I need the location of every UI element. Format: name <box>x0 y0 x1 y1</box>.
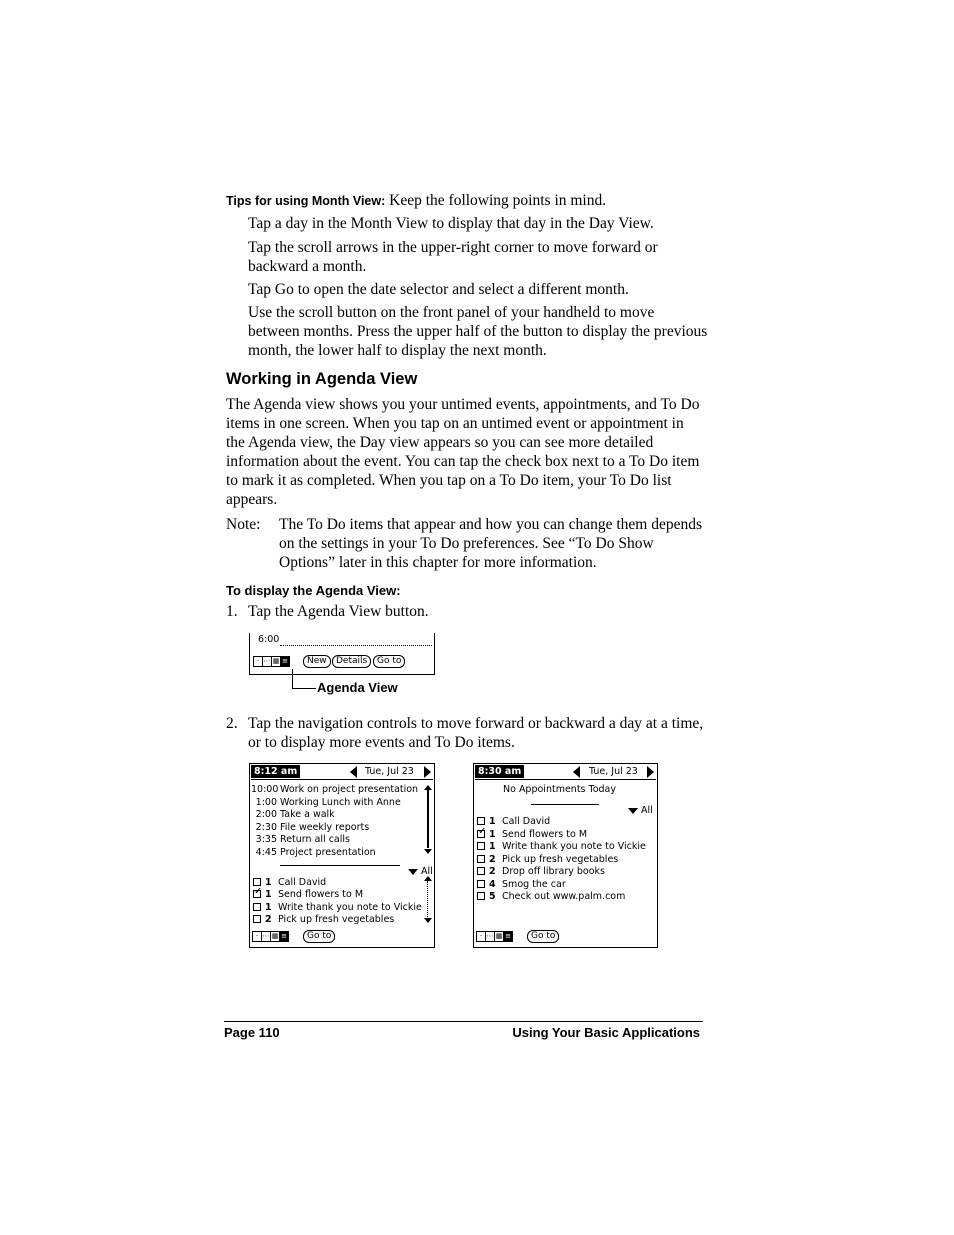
details-button[interactable]: Details <box>332 655 371 668</box>
prev-day-arrow-icon[interactable] <box>573 766 580 778</box>
no-appointments-label: No Appointments Today <box>503 784 616 795</box>
view-buttons <box>252 931 288 942</box>
callout-line-horizontal <box>292 688 316 689</box>
todo-checkbox[interactable] <box>253 903 261 911</box>
todo-row[interactable]: 1 Write thank you note to Vickie <box>477 841 646 854</box>
page-number: Page 110 <box>224 1025 280 1040</box>
todo-row[interactable]: 2 Drop off library books <box>477 866 605 879</box>
section-title: Working in Agenda View <box>226 370 418 388</box>
divider <box>280 865 400 866</box>
scrollbar[interactable] <box>427 790 429 848</box>
todo-checkbox[interactable] <box>477 817 485 825</box>
category-selector[interactable]: All <box>421 866 433 877</box>
note-label: Note: <box>226 516 261 533</box>
goto-button[interactable]: Go to <box>373 655 405 668</box>
week-view-icon[interactable]: ⋯ <box>262 932 270 940</box>
agenda-view-icon[interactable]: ≡ <box>280 656 290 667</box>
day-view-icon[interactable]: · <box>253 656 263 667</box>
next-day-arrow-icon[interactable] <box>424 766 431 778</box>
new-button[interactable]: New <box>303 655 331 668</box>
goto-button[interactable]: Go to <box>527 930 559 943</box>
time-slot-line <box>280 645 432 646</box>
month-view-icon[interactable]: ▦ <box>272 657 280 665</box>
tips-intro <box>226 191 706 211</box>
todo-row[interactable]: ✓1 Send flowers to M <box>477 829 587 842</box>
todo-row[interactable]: 2 Pick up fresh vegetables <box>477 854 618 867</box>
view-buttons <box>476 931 512 942</box>
view-buttons <box>253 656 289 667</box>
tip-item: Tap Go to open the date selector and select a different month. <box>248 281 629 298</box>
tips-intro-text: Keep the following points in mind. <box>385 192 607 209</box>
step-number: 2. <box>226 715 238 732</box>
appointment-row[interactable]: 1:00 Working Lunch with Anne <box>255 796 401 808</box>
current-time: 8:30 am <box>475 765 524 778</box>
todo-checkbox[interactable] <box>477 855 485 863</box>
todo-checkbox[interactable] <box>477 830 485 838</box>
agenda-view-icon[interactable]: ≡ <box>279 931 289 942</box>
divider <box>531 804 599 805</box>
week-view-icon[interactable]: ⋯ <box>486 932 494 940</box>
chapter-title: Using Your Basic Applications <box>512 1025 700 1040</box>
todo-checkbox[interactable] <box>253 915 261 923</box>
day-view-icon[interactable]: · <box>476 931 486 942</box>
title-underline <box>251 779 433 780</box>
section-paragraph: The Agenda view shows you your untimed events, appointments, and To Do items in one screen. When you tap on an untimed event or appointment in the Agenda view, the Day view appears so you can see more detailed information about the event. You can tap the check box next to a To Do item to mark it as completed. When you tap on a To Do item, your To Do list appears. <box>226 396 700 508</box>
time-slot-label: 6:00 <box>258 634 280 645</box>
todo-row[interactable]: 1 Call David <box>253 877 326 890</box>
todo-checkbox[interactable] <box>477 892 485 900</box>
tip-item: Tap a day in the Month View to display that day in the Day View. <box>248 215 654 232</box>
date-label[interactable]: Tue, Jul 23 <box>365 766 414 777</box>
callout-label: Agenda View <box>317 680 398 695</box>
todo-checkbox[interactable] <box>253 878 261 886</box>
tip-item: Tap the scroll arrows in the upper-right corner to move forward or backward a month. <box>248 239 658 275</box>
goto-button[interactable]: Go to <box>303 930 335 943</box>
todo-row[interactable]: 4 Smog the car <box>477 879 566 892</box>
date-label[interactable]: Tue, Jul 23 <box>589 766 638 777</box>
day-view-bottom-screen <box>249 633 435 675</box>
todo-checkbox[interactable] <box>477 867 485 875</box>
tips-heading: Tips for using Month View: <box>226 194 386 208</box>
note-text: The To Do items that appear and how you can change them depends on the settings in your To Do preferences. See “To Do Show Options” later in this chapter for more information. <box>279 516 703 571</box>
agenda-screen-a <box>249 763 435 948</box>
todo-scrollbar[interactable] <box>427 881 430 917</box>
todo-row[interactable]: 2 Pick up fresh vegetables <box>253 914 394 927</box>
step-number: 1. <box>226 603 238 620</box>
title-underline <box>475 779 656 780</box>
todo-scroll-down-icon[interactable] <box>424 918 432 923</box>
scroll-down-icon[interactable] <box>424 849 432 854</box>
todo-checkbox[interactable] <box>253 890 261 898</box>
current-time: 8:12 am <box>251 765 300 778</box>
next-day-arrow-icon[interactable] <box>647 766 654 778</box>
appointment-row[interactable]: 10:00 Work on project presentation <box>251 784 419 795</box>
procedure-heading: To display the Agenda View: <box>226 583 401 598</box>
month-view-icon[interactable]: ▦ <box>495 932 503 940</box>
appointment-row[interactable]: 2:00 Take a walk <box>255 809 335 820</box>
footer-rule <box>224 1021 703 1022</box>
step-text: Tap the navigation controls to move forward or backward a day at a time, or to display more events and To Do items. <box>248 715 704 751</box>
agenda-view-icon[interactable]: ≡ <box>503 931 513 942</box>
week-view-icon[interactable]: ⋯ <box>263 657 271 665</box>
todo-row[interactable]: 1 Write thank you note to Vickie <box>253 902 422 915</box>
todo-row[interactable]: ✓1 Send flowers to M <box>253 889 363 902</box>
month-view-icon[interactable]: ▦ <box>271 932 279 940</box>
prev-day-arrow-icon[interactable] <box>350 766 357 778</box>
day-view-icon[interactable]: · <box>252 931 262 942</box>
category-dropdown-icon[interactable] <box>408 869 418 875</box>
category-selector[interactable]: All <box>641 805 653 816</box>
appointment-row[interactable]: 2:30 File weekly reports <box>255 821 370 833</box>
appointment-row[interactable]: 4:45 Project presentation <box>255 846 376 858</box>
todo-row[interactable]: 1 Call David <box>477 816 550 829</box>
step-text: Tap the Agenda View button. <box>248 603 429 620</box>
todo-checkbox[interactable] <box>477 880 485 888</box>
callout-line-vertical <box>292 669 293 688</box>
todo-row[interactable]: 5 Check out www.palm.com <box>477 891 625 904</box>
category-dropdown-icon[interactable] <box>628 808 638 814</box>
todo-checkbox[interactable] <box>477 842 485 850</box>
appointment-row[interactable]: 3:35 Return all calls <box>255 834 350 845</box>
agenda-screen-b <box>473 763 658 948</box>
tip-item: Use the scroll button on the front panel of your handheld to move between months. Press the upper half of the button to display the previous month, the lower half to display the next month. <box>248 304 708 359</box>
